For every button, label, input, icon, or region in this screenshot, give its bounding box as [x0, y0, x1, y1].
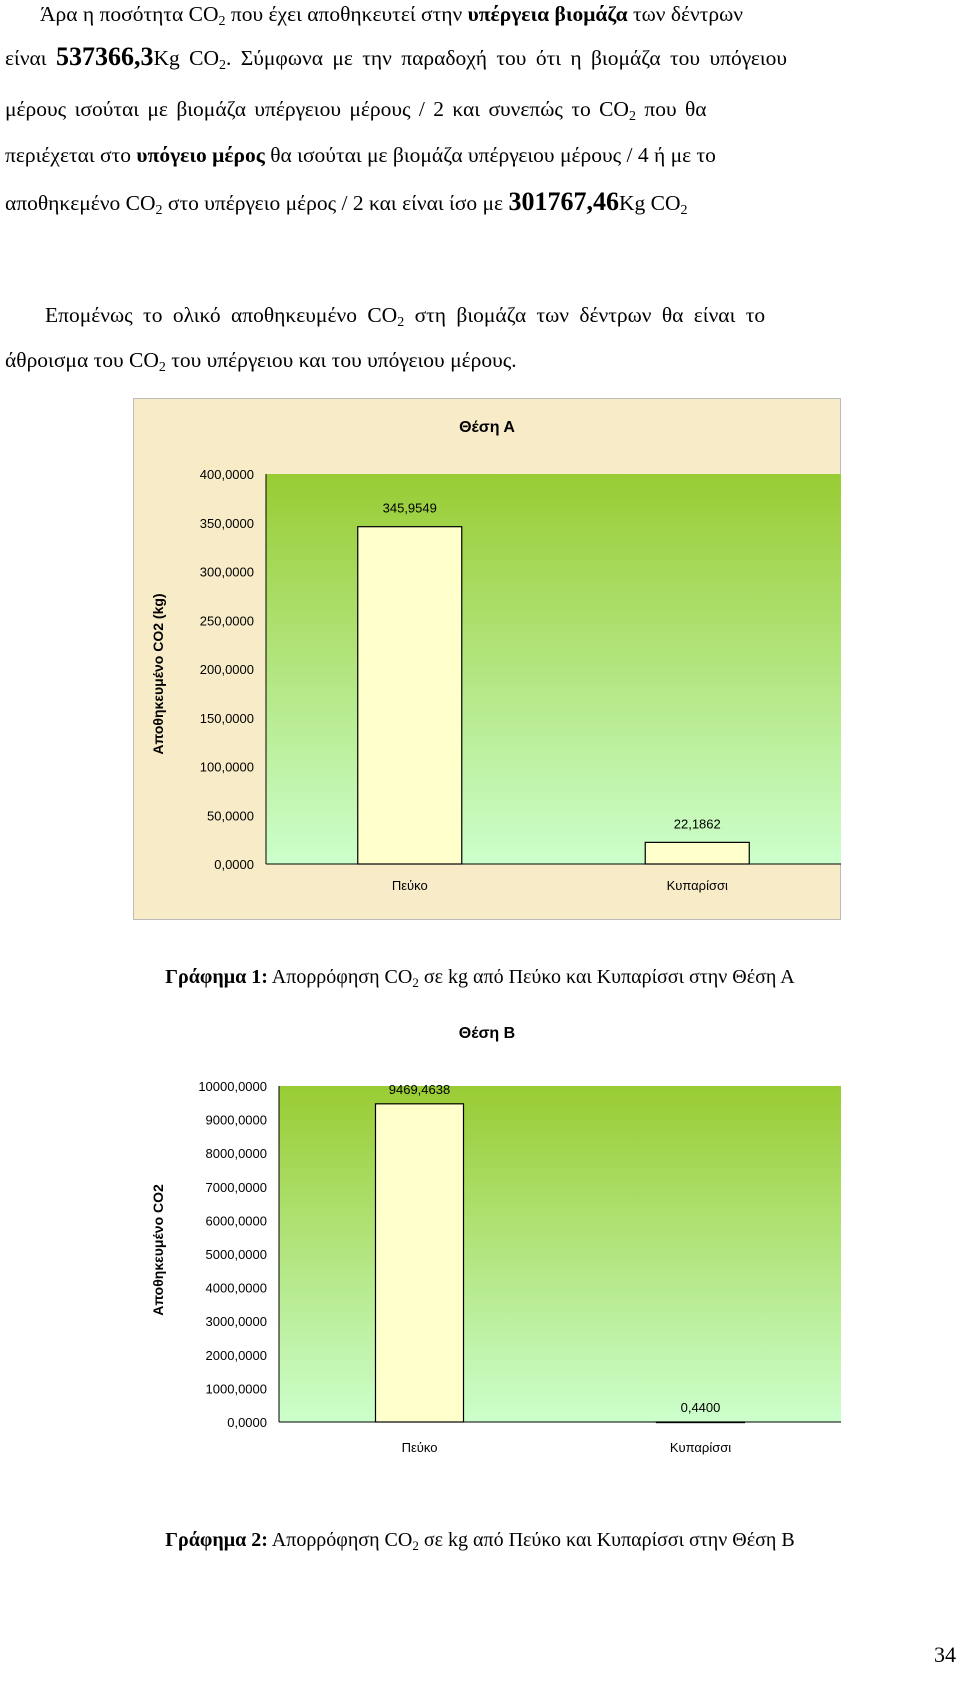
y-tick-label: 2000,0000	[205, 1347, 267, 1363]
text-span: Kg CO	[153, 46, 219, 70]
subscript: 2	[680, 203, 688, 218]
y-tick-label: 400,0000	[199, 467, 254, 482]
y-tick-label: 50,0000	[207, 808, 254, 824]
text-span: Επομένως το ολικό αποθηκευμένο CO	[45, 303, 398, 327]
text-span: Άρα η ποσότητα CO	[40, 2, 219, 26]
data-label: 22,1862	[673, 816, 721, 832]
text-span: μέρους ισούται με βιομάζα υπέργειου μέρους / 2 και συνεπώς το CO	[5, 97, 629, 121]
y-tick-label: 1000,0000	[205, 1381, 267, 1397]
y-tick-label: 300,0000	[199, 564, 254, 580]
stored-co2-below-ground-value: 301767,46	[508, 187, 619, 216]
y-tick-label: 150,0000	[199, 710, 254, 726]
chart-position-b	[133, 1010, 841, 1495]
text-span: Απορρόφηση CO	[267, 1529, 413, 1551]
text-span: άθροισμα του CO	[5, 348, 159, 372]
x-tick-label: Κυπαρίσσι	[669, 1440, 732, 1455]
y-tick-label: 10000,0000	[198, 1079, 267, 1094]
text-span: στο υπέργειο μέρος / 2 και είναι ίσο με	[162, 191, 509, 215]
y-tick-label: 3000,0000	[205, 1314, 267, 1330]
y-tick-label: 250,0000	[199, 613, 254, 629]
bold-text: υπέργεια βιομάζα	[467, 2, 628, 26]
caption-chart-1	[0, 966, 960, 989]
bar-cypress	[645, 842, 749, 864]
y-tick-label: 6000,0000	[205, 1213, 267, 1229]
bar-cypress	[657, 1422, 745, 1423]
stored-co2-above-ground-value: 537366,3	[55, 42, 154, 71]
chart-a-title: Θέση Α	[459, 419, 515, 436]
text-span: . Σύμφωνα με την παραδοχή του ότι η βιομάζα του υπόγειου	[226, 46, 788, 70]
y-tick-label: 4000,0000	[205, 1280, 267, 1296]
paragraph-1-line-3	[5, 97, 707, 124]
subscript: 2	[219, 58, 226, 73]
caption-label: Γράφημα 1:	[165, 966, 268, 988]
bar-pine	[358, 527, 462, 864]
subscript: 2	[412, 975, 419, 990]
data-label: 0,4400	[680, 1399, 721, 1415]
data-label: 9469,4638	[388, 1081, 451, 1097]
chart-a-y-axis-label: Αποθηκευμένο CO2 (kg)	[150, 593, 166, 755]
subscript: 2	[218, 14, 226, 29]
paragraph-1-line-2	[5, 42, 788, 73]
paragraph-2-line-1	[45, 303, 766, 330]
bold-text: υπόγειο μέρος	[136, 143, 265, 167]
x-tick-label: Πεύκο	[391, 878, 428, 893]
text-span: αποθηκεμένο CO	[5, 191, 156, 215]
y-tick-label: 200,0000	[199, 662, 254, 677]
caption-label: Γράφημα 2:	[165, 1529, 268, 1551]
y-tick-label: 100,0000	[199, 759, 254, 775]
y-tick-label: 8000,0000	[205, 1146, 267, 1162]
x-tick-label: Κυπαρίσσι	[666, 878, 728, 893]
subscript: 2	[158, 360, 166, 375]
y-tick-label: 0,0000	[227, 1415, 267, 1430]
data-label: 345,9549	[382, 500, 437, 516]
subscript: 2	[155, 203, 163, 218]
chart-b-y-axis-label: Αποθηκευμένο CO2	[150, 1184, 166, 1316]
text-span: των δέντρων	[627, 2, 743, 26]
text-span: σε kg από Πεύκο και Κυπαρίσσι στην Θέση Β	[418, 1529, 795, 1551]
caption-chart-2	[0, 1529, 960, 1552]
paragraph-2-line-2	[5, 348, 517, 375]
text-span: του υπέργειου και του υπόγειου μέρους.	[165, 348, 517, 372]
text-span: που έχει αποθηκευτεί στην	[225, 2, 468, 26]
y-tick-label: 0,0000	[214, 857, 254, 872]
chart-position-a	[133, 398, 841, 920]
y-tick-label: 7000,0000	[205, 1179, 267, 1195]
page-number: 34	[934, 1642, 956, 1667]
text-span: Απορρόφηση CO	[267, 966, 413, 988]
subscript: 2	[412, 1538, 419, 1553]
x-tick-label: Πεύκο	[401, 1440, 438, 1455]
subscript: 2	[397, 315, 405, 330]
y-tick-label: 350,0000	[199, 515, 254, 531]
y-tick-label: 5000,0000	[205, 1247, 267, 1262]
text-span: που θα	[635, 97, 707, 121]
chart-a-plot-area	[266, 474, 841, 864]
chart-a-svg	[133, 398, 841, 920]
y-tick-label: 9000,0000	[205, 1112, 267, 1128]
text-span: είναι	[5, 46, 56, 70]
bar-pine	[376, 1104, 464, 1422]
chart-b-svg	[133, 1010, 841, 1495]
text-span: θα ισούται με βιομάζα υπέργειου μέρους / 4 ή με το	[264, 143, 716, 167]
text-span: Kg CO	[618, 191, 681, 215]
paragraph-1-line-5	[5, 187, 688, 218]
paragraph-1-line-4	[5, 145, 716, 167]
chart-b-plot-area	[279, 1086, 841, 1422]
text-span: περιέχεται στο	[5, 143, 137, 167]
subscript: 2	[628, 109, 636, 124]
paragraph-1-line-1	[40, 2, 743, 29]
chart-b-title: Θέση Β	[458, 1025, 516, 1042]
text-span: σε kg από Πεύκο και Κυπαρίσσι στην Θέση Α	[418, 966, 795, 988]
text-span: στη βιομάζα των δέντρων θα είναι το	[404, 303, 766, 327]
